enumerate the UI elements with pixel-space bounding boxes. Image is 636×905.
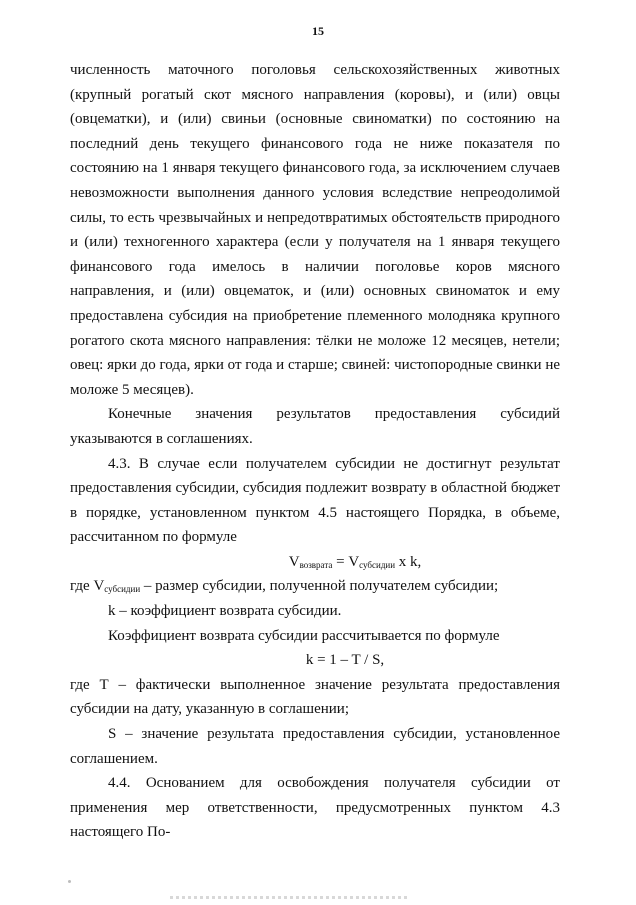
- paragraph-4-3: 4.3. В случае если получателем субсидии не достигнут результат предоставления субсидии, субсидия подлежит возврату в областной бюджет в порядке, установленном пунктом 4.5 настоящего Порядка, в объеме, рассчитанном по формуле: [70, 455, 560, 546]
- formula-coefficient: k = 1 – T / S,: [305, 652, 385, 669]
- formula-lhs-subscript: возврата: [299, 559, 333, 570]
- definition-suffix: – размер субсидии, полученной получателем субсидии;: [140, 578, 499, 595]
- paragraph-t-definition: где Т – фактически выполненное значение результата предоставления субсидии на дату, указанную в соглашении;: [70, 676, 560, 718]
- definition-prefix: где V: [70, 578, 105, 595]
- scan-bottom-artifact: [170, 896, 410, 899]
- formula-lhs-symbol: V: [288, 553, 300, 570]
- page-number: 15: [312, 24, 324, 38]
- formula-refund-volume: [70, 550, 560, 575]
- paragraph-final-values: Конечные значения результатов предоставления субсидий указываются в соглашениях.: [70, 406, 560, 447]
- formula-equals: =: [332, 553, 349, 570]
- paragraph-v-subsidy-definition: [70, 574, 560, 599]
- scan-speck: [68, 880, 71, 883]
- formula-rhs-subscript: субсидии: [359, 559, 396, 570]
- paragraph-coefficient-intro: Коэффициент возврата субсидии рассчитывается по формуле: [108, 627, 500, 644]
- formula-rhs-symbol: V: [348, 553, 360, 570]
- definition-subscript: субсидии: [104, 584, 141, 595]
- body-text: [70, 58, 560, 845]
- formula-rhs-tail: x k,: [395, 553, 422, 570]
- paragraph-4-4: 4.4. Основанием для освобождения получателя субсидии от применения мер ответственности, предусмотренных пунктом 4.3 настоящего По-: [70, 775, 560, 841]
- paragraph-k-definition: k – коэффициент возврата субсидии.: [108, 603, 342, 620]
- paragraph-livestock-condition: численность маточного поголовья сельскохозяйственных животных (крупный рогатый скот мясного направления (коровы), и (или) овцы (овцематки), и (или) свиньи (основные свиноматки) по состоянию на последний день текущего финансового года не ниже показателя по состоянию на 1 января текущего финансового года, за исключением случаев невозможности выполнения данного условия вследствие непреодолимой силы, то есть чрезвычайных и непредотвратимых обстоятельств природного и (или) техногенного характера (если у получателя на 1 января текущего финансового года имелось в наличии поголовье коров мясного направления, и (или) овцематок, и (или) основных свиноматок и ему предоставлена субсидия на приобретение племенного молодняка крупного рогатого скота мясного направления: тёлки не моложе 12 месяцев, нетели; овец: ярки до года, ярки от года и старше; свиней: чистопородные свинки не моложе 5 месяцев).: [70, 62, 560, 398]
- paragraph-s-definition: S – значение результата предоставления субсидии, установленное соглашением.: [70, 726, 560, 767]
